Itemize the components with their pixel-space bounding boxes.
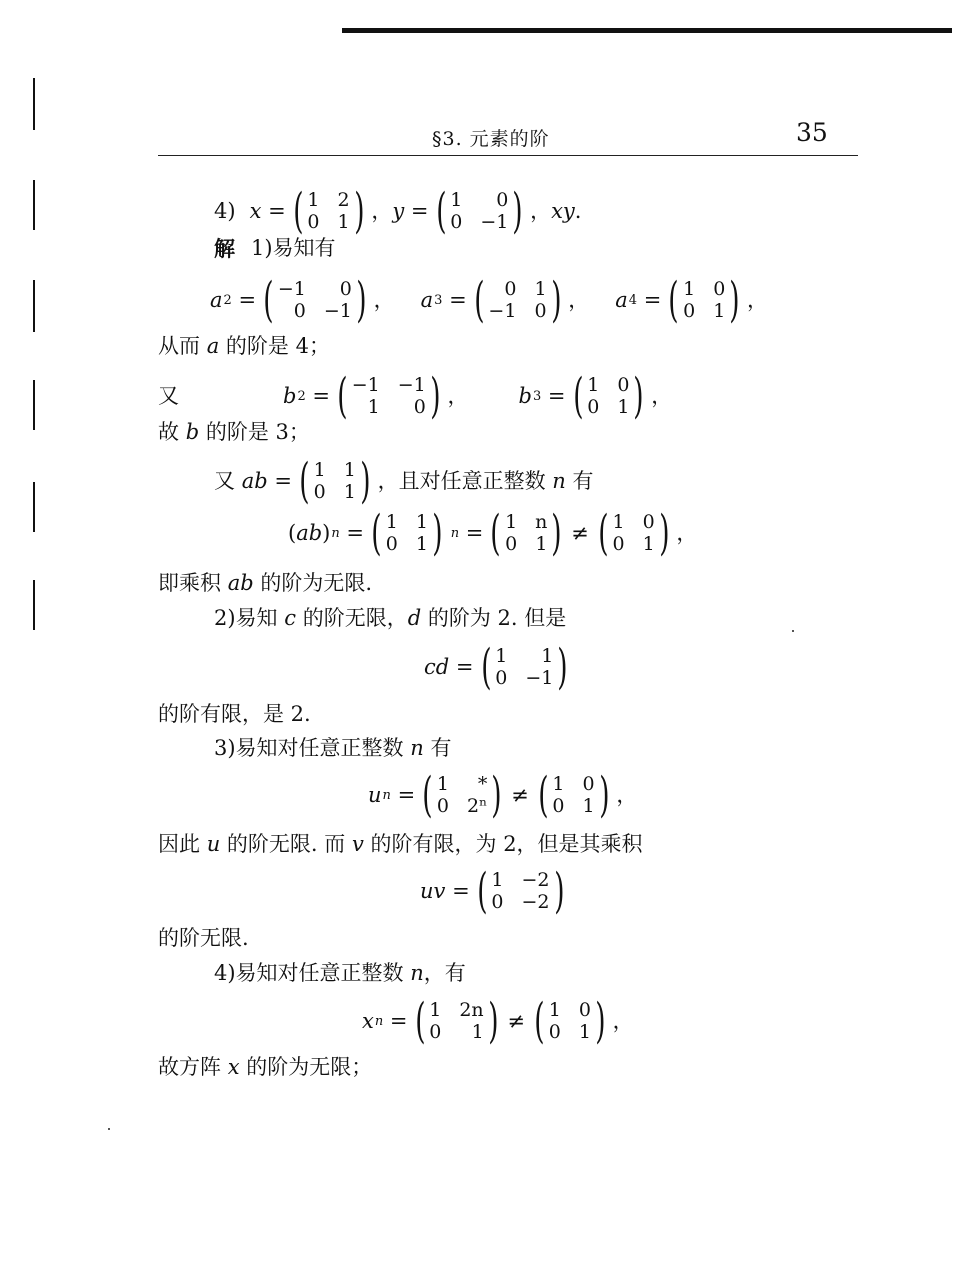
matrix-entry: −1 — [488, 300, 517, 322]
matrix-entry: 1 — [612, 511, 625, 533]
solution-heading — [214, 238, 336, 259]
part-2-intro: 2)易知 c 的阶无限， d 的阶为 2. 但是 — [214, 606, 567, 630]
matrix-entry: 1 — [534, 278, 547, 300]
matrix-entry: 0 — [683, 300, 696, 322]
item-label: 4) — [214, 198, 236, 223]
matrix-entry: 0 — [505, 533, 518, 555]
text: 的阶是 3； — [205, 420, 310, 444]
matrix-entry: 1 — [429, 999, 442, 1021]
powers-of-a: a 2 = ( −1 0 0 −1 ) ， a 3 = ( 0 1 −1 0 ) ， a 4 = ( 1 0 0 1 ) ， — [210, 272, 769, 328]
matrix-b2: ( −1 −1 1 0 ) — [337, 368, 441, 424]
matrix-entry: 0 — [642, 511, 655, 533]
text: 2)易知 — [214, 606, 278, 630]
matrix-entry: 0 — [385, 533, 398, 555]
text: 又 — [214, 468, 235, 493]
matrix-entry: 1 — [385, 511, 398, 533]
matrix-entry: 1 — [541, 645, 554, 667]
part-4-intro: 4)易知对任意正整数 n ，有 — [214, 961, 466, 985]
order-of-ab: 即乘积 ab 的阶为无限. — [158, 571, 373, 595]
product-ab: 又 ab = ( 1 1 0 1 ) ，且对任意正整数 n 有 — [214, 453, 594, 509]
text: 的阶为无限； — [246, 1055, 373, 1079]
text: 的阶无限， — [302, 606, 408, 630]
matrix-a4: ( 1 0 0 1 ) — [668, 272, 740, 328]
matrix-entry: 1 — [450, 189, 463, 211]
text: 故方阵 — [158, 1055, 221, 1079]
matrix-entry: 0 — [617, 374, 630, 396]
scan-top-line — [342, 28, 952, 33]
text: 有 — [572, 468, 594, 493]
matrix-ab-base: ( 1 1 0 1 ) — [371, 505, 443, 561]
product-cd: cd = ( 1 1 0 −1 ) — [424, 644, 575, 690]
part-3-intro: 3)易知对任意正整数 n 有 — [214, 736, 452, 760]
matrix-a2: ( −1 0 0 −1 ) — [263, 272, 367, 328]
scan-margin-mark — [33, 482, 35, 532]
page-number: 35 — [796, 118, 828, 147]
product-uv: uv = ( 1 −2 0 −2 ) — [420, 868, 571, 914]
matrix-a3: ( 0 1 −1 0 ) — [473, 272, 562, 328]
matrix-entry: n — [535, 511, 548, 533]
matrix-entry: 0 — [587, 396, 600, 418]
var-x: x — [249, 198, 262, 223]
text: 有 — [430, 736, 452, 760]
matrix-entry: −1 — [525, 667, 554, 689]
matrix-entry: 0 — [429, 1021, 442, 1043]
matrix-entry: 1 — [307, 189, 320, 211]
var-xy: xy — [551, 198, 575, 223]
matrix-entry: −1 — [351, 374, 380, 396]
matrix-ab: ( 1 1 0 1 ) — [299, 453, 371, 509]
matrix-uv: ( 1 −2 0 −2 ) — [476, 863, 565, 919]
scan-speck — [792, 630, 794, 632]
matrix-entry: 0 — [534, 300, 547, 322]
matrix-entry: 1 — [313, 459, 326, 481]
power-x-n: x n = ( 1 2n 0 1 ) ≠ ( 1 0 0 1 ) ， — [362, 993, 634, 1049]
matrix-entry: 1 — [471, 1021, 484, 1043]
matrix-entry: 1 — [343, 459, 356, 481]
scan-margin-mark — [33, 78, 35, 130]
matrix-entry: 1 — [535, 533, 548, 555]
matrix-entry: −2 — [521, 869, 550, 891]
matrix-entry: −1 — [323, 300, 352, 322]
matrix-identity: ( 1 0 0 1 ) — [537, 767, 610, 823]
order-of-uv — [158, 928, 249, 949]
text: 的阶为 2. 但是 — [427, 606, 567, 630]
matrix-entry: 1 — [578, 1021, 591, 1043]
matrix-entry: 1 — [582, 795, 595, 817]
scan-margin-mark — [33, 380, 35, 430]
text: 即乘积 — [158, 571, 221, 595]
matrix-entry: 0 — [612, 533, 625, 555]
matrix-entry: 0 — [504, 278, 517, 300]
matrix-entry: 0 — [578, 999, 591, 1021]
matrix-y: ( 1 0 0 −1 ) — [435, 183, 523, 239]
var-y: y — [392, 198, 405, 223]
matrix-entry: −2 — [521, 891, 550, 913]
matrix-entry: 2n — [459, 999, 484, 1021]
matrix-entry: 1 — [367, 396, 380, 418]
text: 从而 — [158, 334, 200, 358]
matrix-entry: 0 — [313, 481, 326, 503]
matrix-entry: 1 — [548, 999, 561, 1021]
text: 的阶无限. 而 — [226, 832, 346, 856]
order-of-a: 从而 a 的阶是 4； — [158, 334, 330, 358]
matrix-entry: 1 — [337, 211, 350, 233]
matrix-entry: 0 — [491, 891, 504, 913]
matrix-entry: −1 — [480, 211, 509, 233]
matrix-entry: 2 — [337, 189, 350, 211]
matrix-entry: 1 — [415, 533, 428, 555]
powers-of-b: 又 b 2 = ( −1 −1 1 0 ) ， b 3 = ( 1 0 0 1 ) ， — [158, 368, 673, 424]
matrix-entry: 0 — [413, 396, 426, 418]
text: 的阶有限，是 2. — [158, 702, 311, 726]
text: ，且对任意正整数 — [377, 468, 546, 493]
text: 4)易知对任意正整数 — [214, 961, 404, 985]
matrix-b3: ( 1 0 0 1 ) — [572, 368, 644, 424]
matrix-entry: −1 — [277, 278, 306, 300]
text: 又 — [158, 383, 179, 408]
text: 的阶有限，为 2，但是其乘积 — [370, 832, 643, 856]
matrix-entry: 0 — [436, 795, 450, 817]
order-of-cd — [158, 704, 311, 725]
matrix-entry: 1 — [436, 773, 450, 795]
scan-margin-mark — [33, 180, 35, 230]
scan-speck — [108, 1128, 110, 1130]
solution-label: 解 — [214, 236, 235, 261]
matrix-entry: 1 — [552, 773, 565, 795]
matrix-entry: 0 — [582, 773, 595, 795]
order-of-x: 故方阵 x 的阶为无限； — [158, 1055, 373, 1079]
matrix-cd: ( 1 1 0 −1 ) — [480, 639, 568, 695]
matrix-u-n: ( 1 * 0 2ⁿ ) — [422, 767, 502, 823]
power-ab-n: ( ab ) n = ( 1 1 0 1 ) n = ( 1 n 0 1 ) ≠ ( 1 0 0 1 ) ， — [288, 505, 698, 561]
matrix-entry: 1 — [505, 511, 518, 533]
matrix-identity: ( 1 0 0 1 ) — [597, 505, 670, 561]
text: 3)易知对任意正整数 — [214, 736, 404, 760]
matrix-entry: 1 — [343, 481, 356, 503]
text: 故 — [158, 420, 179, 444]
matrix-entry: 1 — [713, 300, 726, 322]
header-rule — [158, 155, 858, 156]
matrix-entry: 1 — [491, 869, 504, 891]
problem-4-statement: 4) x = ( 1 2 0 1 ) ， y = ( 1 0 0 −1 ) ， xy . — [214, 183, 582, 239]
matrix-entry: 1 — [587, 374, 600, 396]
matrix-entry: 1 — [642, 533, 655, 555]
matrix-ab-n: ( 1 n 0 1 ) — [490, 505, 562, 561]
order-of-u-v: 因此 u 的阶无限. 而 v 的阶有限，为 2，但是其乘积 — [158, 832, 643, 856]
matrix-entry: 0 — [450, 211, 463, 233]
text: ，有 — [423, 961, 466, 985]
matrix-entry: 1 — [415, 511, 428, 533]
matrix-entry: −1 — [397, 374, 426, 396]
text: 的阶是 4； — [225, 334, 330, 358]
order-of-b: 故 b 的阶是 3； — [158, 420, 310, 444]
matrix-entry: 0 — [552, 795, 565, 817]
matrix-entry: 1 — [495, 645, 508, 667]
text: 的阶为无限. — [260, 571, 373, 595]
text: 的阶无限. — [158, 926, 249, 950]
matrix-entry: * — [477, 773, 488, 795]
matrix-entry: 2ⁿ — [467, 795, 488, 817]
matrix-entry: 0 — [496, 189, 509, 211]
matrix-x: ( 1 2 0 1 ) — [292, 183, 365, 239]
matrix-entry: 0 — [548, 1021, 561, 1043]
matrix-entry: 1 — [683, 278, 696, 300]
scan-margin-mark — [33, 280, 35, 332]
power-u-n: u n = ( 1 * 0 2ⁿ ) ≠ ( 1 0 0 1 ) ， — [368, 767, 638, 823]
matrix-x-n: ( 1 2n 0 1 ) — [414, 993, 499, 1049]
running-header-title: §3. 元素的阶 — [432, 128, 550, 150]
solution-text: 1)易知有 — [251, 236, 336, 260]
matrix-entry: 0 — [307, 211, 320, 233]
matrix-entry: 0 — [495, 667, 508, 689]
text: 因此 — [158, 832, 200, 856]
matrix-entry: 0 — [293, 300, 306, 322]
matrix-entry: 0 — [339, 278, 352, 300]
matrix-entry: 1 — [617, 396, 630, 418]
scan-margin-mark — [33, 580, 35, 630]
matrix-identity: ( 1 0 0 1 ) — [534, 993, 606, 1049]
matrix-entry: 0 — [713, 278, 726, 300]
